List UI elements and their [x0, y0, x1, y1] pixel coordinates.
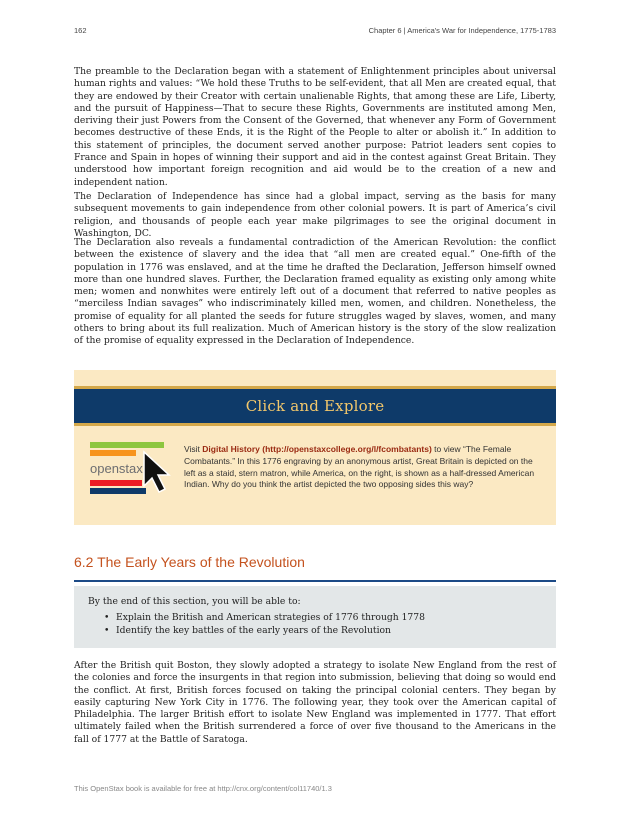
objective-item: • Identify the key battles of the early years of the Revolution: [104, 624, 425, 637]
learning-objectives-box: [74, 586, 556, 648]
feature-title: Click and Explore: [245, 397, 385, 415]
running-header: Chapter 6 | America's War for Independence, 1775-1783: [368, 26, 556, 35]
openstax-cursor-icon: [88, 438, 180, 498]
openstax-logo-text: openstax: [90, 461, 143, 476]
section-title: 6.2 The Early Years of the Revolution: [74, 554, 305, 570]
objectives-intro: By the end of this section, you will be able to:: [88, 596, 301, 607]
feature-banner: [74, 386, 556, 426]
section-divider: [74, 580, 556, 582]
feature-description: Visit Digital History (http://openstaxcollege.org/l/fcombatants) to view “The Female Combatants.” In this 1776 engraving by an anonymous artist, Great Britain is depicted on the left as a staid, stern matron, while America, on the right, is shown as a half-dressed American Indian. Why do you think the artist depicted the two opposing sides this way?: [184, 444, 535, 490]
paragraph-preamble: The preamble to the Declaration began with a statement of Enlightenment principles about universal human rights and values: “We hold these Truths to be self-evident, that all Men are created equal, that they are endowed by their Creator with certain unalienable Rights, that among these are Life, Liberty, and the pursuit of Happiness—That to secure these Rights, Governments are instituted among Men, deriving their just Powers from the Consent of the Governed, that whenever any Form of Government becomes destructive of these Ends, it is the Right of the People to alter or abolish it.” In addition to this statement of principles, the document served another purpose: Patriot leaders sent copies to France and Spain in hopes of winning their support and aid in the contest against Great Britain. They understood how important foreign recognition and aid would be to the creation of a new and independent nation.: [74, 66, 556, 188]
page-footer: This OpenStax book is available for free at http://cnx.org/content/col11740/1.3: [74, 784, 332, 793]
paragraph-contradiction: The Declaration also reveals a fundamental contradiction of the American Revolution: the conflict between the existence of slavery and the idea that “all men are created equal.” One-fifth of the population in 1776 was enslaved, and at the time he drafted the Declaration, Jefferson himself owned more than one hundred slaves. Further, the Declaration framed equality as existing only among white men; women and nonwhites were entirely left out of a document that referred to native peoples as “merciless Indian savages” who indiscriminately killed men, women, and children. Nonetheless, the promise of equality for all planted the seeds for future struggles waged by slaves, women, and many others to bring about its full realization. Much of American history is the story of the slow realization of the promise of equality expressed in the Declaration of Independence.: [74, 237, 556, 347]
digital-history-link[interactable]: Digital History (http://openstaxcollege.org/l/fcombatants): [202, 444, 432, 454]
page-number: 162: [74, 26, 87, 35]
paragraph-global-impact: The Declaration of Independence has since had a global impact, serving as the basis for many subsequent movements to gain independence from other colonial powers. It is part of America’s civil religion, and thousands of people each year make pilgrimages to see the original document in Washington, DC.: [74, 191, 556, 239]
paragraph-british-strategy: After the British quit Boston, they slowly adopted a strategy to isolate New England from the rest of the colonies and force the insurgents in that region into submission, believing that doing so would end the conflict. At first, British forces focused on taking the principal colonial centers. They began by easily capturing New York City in 1776. The following year, they took over the American capital of Philadelphia. The larger British effort to isolate New England was implemented in 1777. That effort ultimately failed when the British surrendered a force of over five thousand to the Americans in the fall of 1777 at the Battle of Saratoga.: [74, 660, 556, 745]
objective-item: • Explain the British and American strategies of 1776 through 1778: [104, 611, 425, 624]
objectives-list: [104, 611, 425, 637]
click-and-explore-feature: [74, 370, 556, 525]
